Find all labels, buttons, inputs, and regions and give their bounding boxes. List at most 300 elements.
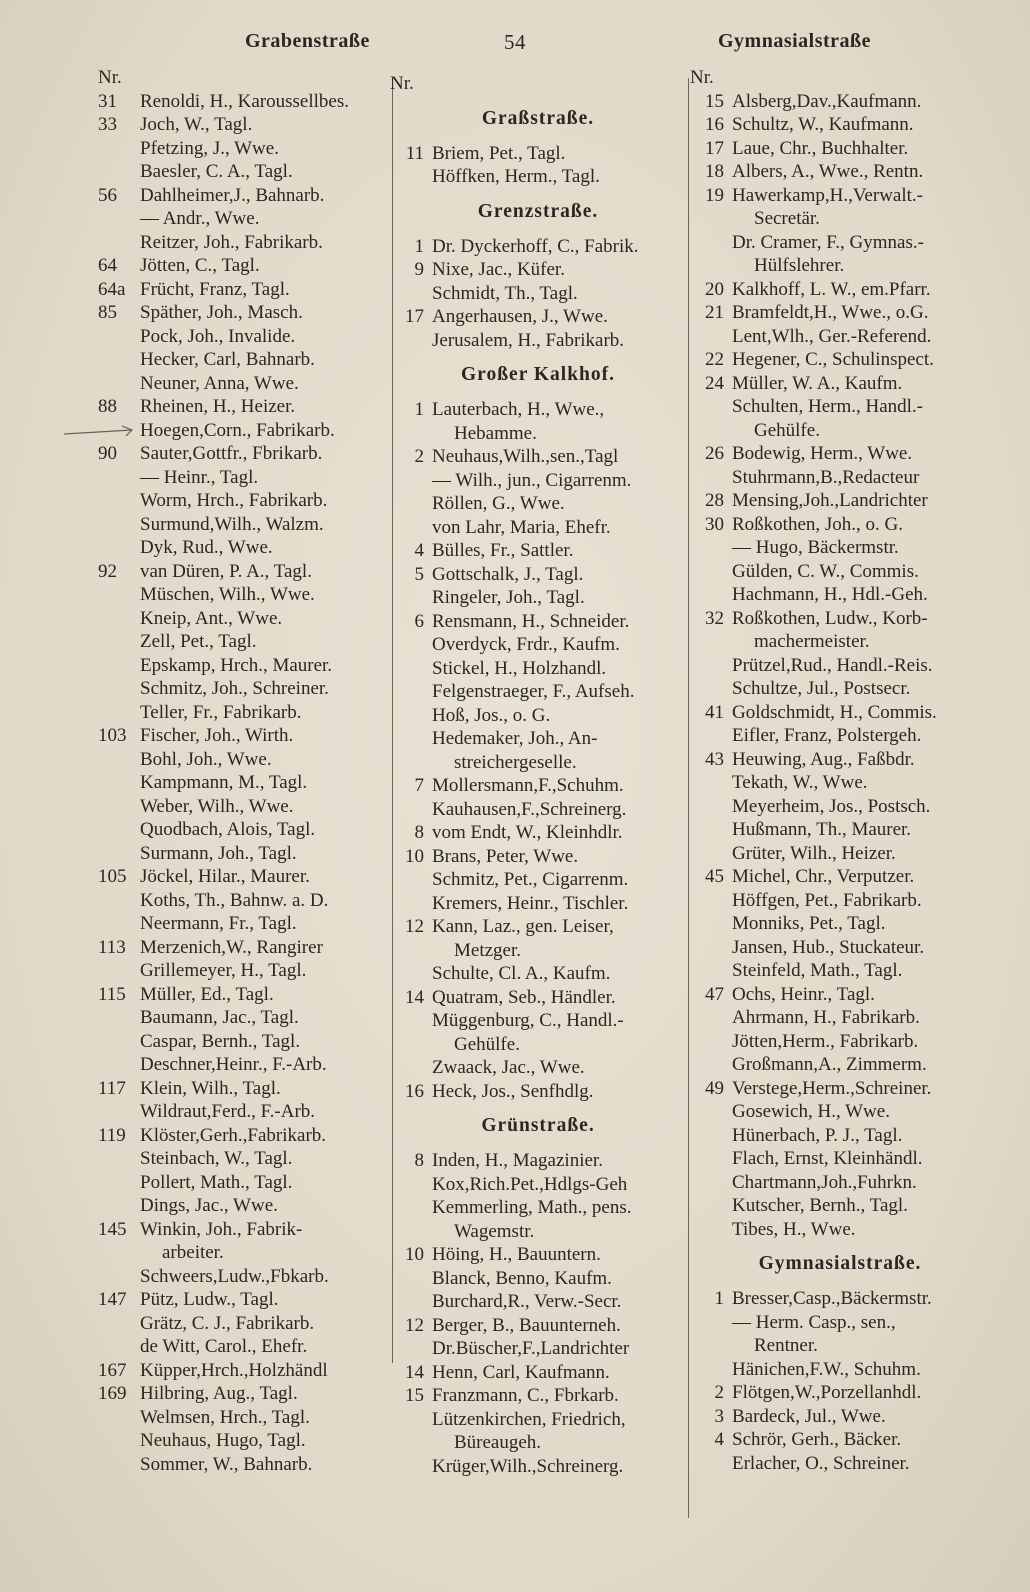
resident-text: Müschen, Wilh., Wwe.	[140, 584, 315, 605]
resident-text: Bramfeldt,H., Wwe., o.G.	[732, 302, 929, 323]
house-number	[390, 1337, 424, 1361]
resident-text: Lauterbach, H., Wwe.,	[432, 399, 605, 420]
house-number: 19	[705, 184, 724, 206]
house-number: 4	[414, 540, 424, 561]
directory-entry	[98, 701, 390, 725]
resident-text: Grüter, Wilh., Heizer.	[732, 842, 896, 864]
resident-text: Sauter,Gottfr., Fbrikarb.	[140, 443, 323, 464]
resident-text: Tekath, W., Wwe.	[732, 772, 868, 793]
directory-entry	[690, 983, 990, 1007]
house-number: 30	[705, 513, 724, 535]
directory-entry	[690, 1218, 990, 1242]
directory-entry	[98, 1053, 390, 1077]
house-number	[690, 583, 724, 607]
house-number: 41	[705, 701, 724, 723]
resident-text: Lützenkirchen, Friedrich,	[432, 1408, 626, 1430]
house-number: 64	[98, 255, 117, 276]
directory-entry	[98, 1218, 390, 1242]
house-number	[690, 395, 724, 419]
directory-entry	[98, 466, 390, 490]
pencil-mark-arrow-icon	[62, 420, 142, 450]
directory-entry	[98, 348, 390, 372]
house-number	[690, 630, 724, 654]
house-number: 169	[98, 1383, 127, 1404]
directory-entry	[690, 442, 990, 466]
house-number	[690, 818, 724, 842]
resident-text: Schweers,Ludw.,Fbkarb.	[140, 1265, 329, 1287]
entry-continuation	[690, 1334, 990, 1358]
house-number	[690, 724, 724, 748]
directory-entry	[98, 724, 390, 748]
house-number: 90	[98, 443, 117, 464]
house-number	[690, 1194, 724, 1218]
street-heading: Graßstraße.	[481, 107, 595, 129]
resident-text: Laue, Chr., Buchhalter.	[732, 137, 909, 159]
directory-entry	[690, 137, 990, 161]
house-number: 15	[405, 1385, 424, 1406]
resident-text: Fischer, Joh., Wirth.	[140, 725, 294, 746]
resident-text: Eifler, Franz, Polstergeh.	[732, 725, 922, 746]
resident-text: Blanck, Benno, Kaufm.	[432, 1267, 612, 1289]
directory-entry	[390, 469, 686, 493]
house-number	[390, 1455, 424, 1479]
house-number: 15	[705, 90, 724, 112]
resident-text: Bresser,Casp.,Bäckermstr.	[732, 1288, 932, 1309]
directory-entry	[690, 583, 990, 607]
directory-entry	[98, 160, 390, 184]
resident-text: Baesler, C. A., Tagl.	[140, 161, 293, 182]
house-number	[690, 419, 724, 443]
directory-entry	[690, 513, 990, 537]
house-number	[98, 959, 132, 983]
directory-entry	[390, 704, 686, 728]
directory-entry	[390, 657, 686, 681]
resident-text: Weber, Wilh., Wwe.	[140, 795, 294, 817]
directory-entry	[98, 301, 390, 325]
house-number: 117	[98, 1077, 126, 1099]
house-number	[390, 516, 424, 540]
house-number	[98, 889, 132, 913]
house-number	[690, 560, 724, 584]
house-number	[690, 889, 724, 913]
directory-entry	[390, 305, 686, 329]
resident-text: Quodbach, Alois, Tagl.	[140, 819, 316, 840]
resident-text: Klöster,Gerh.,Fabrikarb.	[140, 1124, 327, 1146]
house-number: 119	[98, 1124, 126, 1146]
resident-text: Pfetzing, J., Wwe.	[140, 137, 279, 159]
directory-entry	[690, 160, 990, 184]
directory-entry	[98, 630, 390, 654]
entry-continuation	[390, 751, 686, 775]
resident-text: Schmidt, Th., Tagl.	[432, 282, 578, 304]
directory-entry	[390, 258, 686, 282]
resident-text: Flach, Ernst, Kleinhändl.	[732, 1148, 923, 1169]
resident-text: Schmitz, Joh., Schreiner.	[140, 678, 329, 699]
resident-text: Wagemstr.	[454, 1220, 535, 1242]
house-number: 8	[414, 1150, 424, 1171]
directory-entry	[690, 865, 990, 889]
directory-entry	[390, 892, 686, 916]
house-number	[98, 795, 132, 819]
house-number	[690, 1006, 724, 1030]
resident-text: Prützel,Rud., Handl.-Reis.	[732, 654, 933, 676]
directory-entry	[98, 1359, 390, 1383]
running-head-left: Grabenstraße	[245, 30, 370, 52]
street-heading: Grünstraße.	[481, 1115, 595, 1136]
directory-entry	[98, 536, 390, 560]
house-number: 12	[405, 916, 424, 937]
resident-text: Baumann, Jac., Tagl.	[140, 1007, 299, 1028]
resident-text: Verstege,Herm.,Schreiner.	[732, 1077, 932, 1099]
house-number	[690, 466, 724, 490]
resident-text: Neuner, Anna, Wwe.	[140, 372, 299, 394]
resident-text: Nr.	[690, 67, 714, 88]
house-number	[390, 1009, 424, 1033]
resident-text: Müller, W. A., Kaufm.	[732, 372, 903, 394]
resident-text: Hußmann, Th., Maurer.	[732, 819, 912, 840]
resident-text: Röllen, G., Wwe.	[432, 493, 565, 514]
house-number: 1	[414, 399, 424, 420]
house-number	[390, 1431, 424, 1455]
directory-entry	[390, 1080, 686, 1104]
house-number: 105	[98, 866, 127, 887]
resident-text: Alsberg,Dav.,Kaufmann.	[732, 90, 922, 112]
resident-text: Zell, Pet., Tagl.	[140, 631, 257, 652]
resident-text: Grätz, C. J., Fabrikarb.	[140, 1312, 315, 1334]
directory-entry	[98, 912, 390, 936]
resident-text: Tibes, H., Wwe.	[732, 1218, 856, 1240]
resident-text: Welmsen, Hrch., Tagl.	[140, 1406, 310, 1428]
resident-text: Bodewig, Herm., Wwe.	[732, 443, 913, 464]
directory-entry	[390, 1243, 686, 1267]
entry-continuation	[690, 630, 990, 654]
resident-text: Koths, Th., Bahnw. a. D.	[140, 889, 329, 911]
directory-entry	[98, 1335, 390, 1359]
directory-entry	[690, 1287, 990, 1311]
house-number	[690, 677, 724, 701]
directory-entry	[98, 1147, 390, 1171]
resident-text: Dr.Büscher,F.,Landrichter	[432, 1338, 630, 1359]
house-number: 115	[98, 983, 126, 1005]
resident-text: Hegener, C., Schulinspect.	[732, 349, 934, 370]
house-number	[690, 1124, 724, 1148]
directory-entry	[98, 184, 390, 208]
house-number	[98, 1100, 132, 1124]
directory-entry	[390, 1267, 686, 1291]
resident-text: Jerusalem, H., Fabrikarb.	[432, 329, 625, 351]
house-number: 6	[414, 610, 424, 632]
resident-text: Gosewich, H., Wwe.	[732, 1101, 890, 1122]
resident-text: Wildraut,Ferd., F.-Arb.	[140, 1101, 316, 1122]
house-number	[98, 536, 132, 560]
directory-entry	[98, 1124, 390, 1148]
directory-entry	[690, 959, 990, 983]
house-number	[390, 329, 424, 353]
directory-entry	[690, 1381, 990, 1405]
directory-entry	[390, 1173, 686, 1197]
directory-entry	[390, 1196, 686, 1220]
house-number	[98, 654, 132, 678]
resident-text: Hecker, Carl, Bahnarb.	[140, 349, 315, 370]
house-number	[690, 254, 724, 278]
directory-entry	[690, 325, 990, 349]
house-number	[390, 751, 424, 775]
house-number	[98, 842, 132, 866]
resident-text: Ochs, Heinr., Tagl.	[732, 983, 875, 1005]
directory-entry	[98, 677, 390, 701]
entry-continuation	[98, 1241, 390, 1265]
resident-text: Burchard,R., Verw.-Secr.	[432, 1291, 622, 1312]
resident-text: Hilbring, Aug., Tagl.	[140, 1383, 298, 1404]
resident-text: Nixe, Jac., Küfer.	[432, 259, 565, 280]
directory-entry	[390, 798, 686, 822]
directory-entry	[390, 329, 686, 353]
house-number: 145	[98, 1218, 127, 1240]
house-number: 21	[705, 302, 724, 323]
house-number	[690, 1147, 724, 1171]
resident-text: — Herm. Casp., sen.,	[732, 1311, 896, 1333]
house-number: 18	[705, 161, 724, 182]
house-number	[690, 536, 724, 560]
resident-text: Kremers, Heinr., Tischler.	[432, 892, 629, 914]
entry-continuation	[390, 939, 686, 963]
house-number: 92	[98, 560, 117, 582]
resident-text: Sommer, W., Bahnarb.	[140, 1453, 313, 1475]
resident-text: Henn, Carl, Kaufmann.	[432, 1361, 610, 1383]
house-number: 47	[705, 983, 724, 1005]
directory-entry	[390, 142, 686, 166]
house-number: 1	[414, 235, 424, 257]
house-number	[690, 1171, 724, 1195]
house-number	[390, 704, 424, 728]
house-number: 4	[714, 1429, 724, 1450]
directory-entry	[690, 607, 990, 631]
directory-entry	[390, 1455, 686, 1479]
directory-entry	[390, 492, 686, 516]
directory-entry	[390, 680, 686, 704]
house-number	[98, 372, 132, 396]
resident-text: Flötgen,W.,Porzellanhdl.	[732, 1382, 922, 1403]
directory-entry	[98, 372, 390, 396]
house-number	[98, 607, 132, 631]
house-number	[390, 165, 424, 189]
directory-entry	[98, 607, 390, 631]
column-2	[390, 72, 686, 1478]
house-number	[690, 207, 724, 231]
entry-continuation	[390, 422, 686, 446]
resident-text: Merzenich,W., Rangirer	[140, 936, 323, 958]
house-number	[98, 1335, 132, 1359]
house-number	[98, 513, 132, 537]
resident-text: Worm, Hrch., Fabrikarb.	[140, 490, 328, 511]
directory-entry	[98, 231, 390, 255]
house-number: 1	[714, 1288, 724, 1309]
directory-entry	[98, 842, 390, 866]
resident-text: van Düren, P. A., Tagl.	[140, 560, 312, 582]
house-number: 147	[98, 1289, 127, 1310]
resident-text: Heck, Jos., Senfhdlg.	[432, 1080, 594, 1102]
house-number	[690, 1100, 724, 1124]
directory-entry	[98, 1194, 390, 1218]
house-number: 10	[405, 845, 424, 867]
street-heading: Gymnasialstraße.	[758, 1253, 922, 1274]
directory-entry	[390, 563, 686, 587]
directory-entry	[690, 1311, 990, 1335]
resident-text: Frücht, Franz, Tagl.	[140, 278, 290, 300]
directory-entry	[98, 207, 390, 231]
resident-text: Stickel, H., Holzhandl.	[432, 657, 607, 679]
directory-entry	[98, 513, 390, 537]
house-number: 16	[705, 114, 724, 135]
resident-text: Küpper,Hrch.,Holzhändl	[140, 1359, 328, 1381]
directory-entry	[98, 1030, 390, 1054]
column-3	[690, 66, 990, 1475]
entry-continuation	[390, 1220, 686, 1244]
house-number	[690, 325, 724, 349]
column-header-nr	[98, 66, 390, 90]
directory-entry	[98, 1006, 390, 1030]
resident-text: Jötten, C., Tagl.	[140, 255, 260, 276]
directory-entry	[390, 1314, 686, 1338]
resident-text: Surmund,Wilh., Walzm.	[140, 513, 324, 535]
house-number: 103	[98, 725, 127, 746]
directory-entry	[690, 677, 990, 701]
directory-entry	[690, 348, 990, 372]
directory-entry	[98, 1453, 390, 1477]
house-number	[390, 798, 424, 822]
house-number: 2	[414, 446, 424, 467]
house-number	[690, 1358, 724, 1382]
column-header-nr	[390, 72, 686, 96]
directory-entry	[690, 701, 990, 725]
directory-entry	[390, 165, 686, 189]
resident-text: Neuhaus,Wilh.,sen.,Tagl	[432, 446, 619, 467]
house-number	[690, 936, 724, 960]
resident-text: Schulten, Herm., Handl.-	[732, 396, 924, 417]
house-number: 12	[405, 1314, 424, 1336]
house-number: 64a	[98, 278, 126, 300]
directory-entry	[98, 1288, 390, 1312]
house-number: 49	[705, 1077, 724, 1099]
directory-entry	[690, 466, 990, 490]
resident-text: Dr. Cramer, F., Gymnas.-	[732, 231, 924, 253]
resident-text: Inden, H., Magazinier.	[432, 1150, 603, 1171]
entry-continuation	[690, 254, 990, 278]
resident-text: Metzger.	[454, 939, 522, 961]
resident-text: Grillemeyer, H., Tagl.	[140, 960, 307, 981]
resident-text: Caspar, Bernh., Tagl.	[140, 1030, 301, 1052]
house-number: 5	[414, 563, 424, 585]
resident-text: Nr.	[98, 67, 122, 88]
resident-text: Schulte, Cl. A., Kaufm.	[432, 963, 611, 984]
resident-text: Brans, Peter, Wwe.	[432, 845, 579, 867]
directory-entry	[390, 516, 686, 540]
directory-entry	[690, 113, 990, 137]
house-number	[98, 1265, 132, 1289]
resident-text: Bohl, Joh., Wwe.	[140, 748, 272, 770]
resident-text: Ahrmann, H., Fabrikarb.	[732, 1007, 920, 1028]
directory-entry	[690, 818, 990, 842]
house-number	[98, 701, 132, 725]
house-number	[98, 466, 132, 490]
house-number: 9	[414, 259, 424, 280]
resident-text: Deschner,Heinr., F.-Arb.	[140, 1054, 327, 1075]
directory-entry	[98, 1171, 390, 1195]
directory-entry	[690, 536, 990, 560]
resident-text: Mensing,Joh.,Landrichter	[732, 490, 928, 511]
house-number	[690, 1030, 724, 1054]
house-number	[690, 1334, 724, 1358]
resident-text: Höffken, Herm., Tagl.	[432, 166, 600, 187]
resident-text: von Lahr, Maria, Ehefr.	[432, 516, 611, 538]
house-number	[98, 160, 132, 184]
directory-entry	[690, 301, 990, 325]
resident-text: Renoldi, H., Karoussellbes.	[140, 90, 349, 112]
house-number	[98, 912, 132, 936]
directory-entry	[390, 868, 686, 892]
resident-text: Overdyck, Frdr., Kaufm.	[432, 634, 620, 655]
resident-text: Kann, Laz., gen. Leiser,	[432, 916, 614, 937]
resident-text: Jöckel, Hilar., Maurer.	[140, 866, 310, 887]
house-number	[390, 657, 424, 681]
house-number	[390, 1220, 424, 1244]
house-number	[98, 1406, 132, 1430]
directory-entry	[390, 586, 686, 610]
directory-entry	[98, 748, 390, 772]
directory-entry	[390, 1337, 686, 1361]
directory-entry	[98, 983, 390, 1007]
house-number: 26	[705, 443, 724, 464]
directory-entry	[98, 113, 390, 137]
resident-text: Krüger,Wilh.,Schreinerg.	[432, 1455, 624, 1477]
directory-entry	[690, 372, 990, 396]
directory-entry	[98, 889, 390, 913]
directory-entry	[690, 1358, 990, 1382]
house-number: 17	[705, 137, 724, 159]
directory-entry	[390, 610, 686, 634]
house-number	[98, 1241, 132, 1265]
directory-entry	[390, 1384, 686, 1408]
house-number	[98, 677, 132, 701]
directory-entry	[98, 560, 390, 584]
resident-text: Epskamp, Hrch., Maurer.	[140, 654, 333, 676]
house-number	[98, 231, 132, 255]
directory-entry	[690, 1053, 990, 1077]
directory-entry	[98, 654, 390, 678]
directory-entry	[390, 845, 686, 869]
directory-entry	[98, 1429, 390, 1453]
directory-entry	[690, 654, 990, 678]
directory-entry	[390, 633, 686, 657]
directory-entry	[390, 1361, 686, 1385]
directory-entry	[390, 774, 686, 798]
resident-text: Hawerkamp,H.,Verwalt.-	[732, 184, 923, 206]
resident-text: Zwaack, Jac., Wwe.	[432, 1057, 585, 1078]
resident-text: Müller, Ed., Tagl.	[140, 983, 274, 1005]
resident-text: Meyerheim, Jos., Postsch.	[732, 795, 931, 817]
resident-text: Rensmann, H., Schneider.	[432, 610, 630, 632]
resident-text: Bardeck, Jul., Wwe.	[732, 1405, 886, 1427]
resident-text: Höffgen, Pet., Fabrikarb.	[732, 889, 922, 911]
directory-entry	[690, 771, 990, 795]
resident-text: Albers, A., Wwe., Rentn.	[732, 161, 924, 182]
resident-text: Jansen, Hub., Stuckateur.	[732, 936, 925, 958]
resident-text: Dyk, Rud., Wwe.	[140, 537, 273, 558]
directory-entry	[98, 325, 390, 349]
house-number	[98, 325, 132, 349]
resident-text: Kutscher, Bernh., Tagl.	[732, 1195, 908, 1216]
resident-text: Späther, Joh., Masch.	[140, 302, 303, 323]
